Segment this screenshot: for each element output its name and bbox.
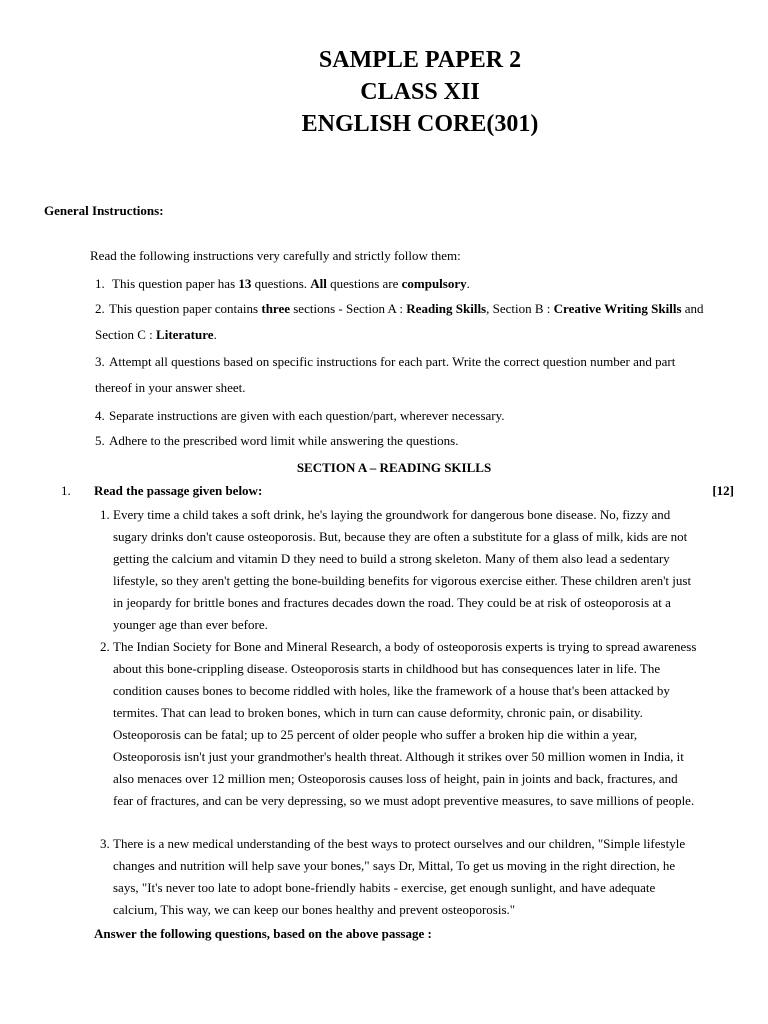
answer-prompt: Answer the following questions, based on the above passage : — [94, 926, 432, 941]
passage-paragraph-1: 1. Every time a child takes a soft drink, he's laying the groundwork for dangerous bone disease. No, fizzy and sugary drinks don't cause osteoporosis. But, because they are often a substitute for a glass of milk, kids are not getting the calcium and vitamin D they need to build a strong skeleton. Many of them also lead a sedentary lifestyle, so they aren't getting the bone-building benefits for vigorous exercise either. These children aren't just in jeopardy for brittle bones and fractures decades down the road. They could be at risk of osteoporosis at a younger age than ever before. — [100, 507, 692, 632]
instruction-item-1: 1. This question paper has 13 questions. All questions are compulsory. — [95, 276, 470, 291]
class-title: CLASS XII — [360, 79, 480, 105]
general-instructions-heading: General Instructions: — [44, 203, 164, 218]
passage-paragraph-3: 3. There is a new medical understanding of the best ways to protect ourselves and our children, "Simple lifestyle changes and nutrition will help save your bones," says Dr, Mittal, To get us moving in the right direction, he says, "It's never too late to adopt bone-friendly habits - exercise, get enough sunlight, and have adequate calcium, This way, we can keep our bones healthy and prevent osteoporosis." — [100, 836, 686, 917]
instruction-item-2: 2. This question paper contains three sections - Section A : Reading Skills, Section B : Creative Writing Skills and Section C : Literature. — [95, 301, 704, 342]
question-marks: [12] — [712, 483, 734, 498]
subject-title: ENGLISH CORE(301) — [301, 111, 539, 137]
instruction-item-4: 4. Separate instructions are given with each question/part, wherever necessary. — [95, 408, 505, 423]
paper-title: SAMPLE PAPER 2 — [318, 47, 522, 73]
instructions-intro: Read the following instructions very carefully and strictly follow them: — [90, 248, 461, 263]
section-a-heading: SECTION A – READING SKILLS — [296, 460, 492, 475]
question-title: Read the passage given below: — [94, 483, 263, 498]
instruction-item-3: 3. Attempt all questions based on specific instructions for each part. Write the correct question number and part thereof in your answer sheet. — [95, 354, 676, 395]
instruction-item-5: 5. Adhere to the prescribed word limit while answering the questions. — [95, 433, 459, 448]
passage-paragraph-2: 2. The Indian Society for Bone and Mineral Research, a body of osteoporosis experts is trying to spread awareness about this bone-crippling disease. Osteoporosis starts in childhood but has consequences later in life. The condition causes bones to become riddled with holes, like the framework of a house that's been attacked by termites. That can lead to broken bones, which in turn can cause deformity, chronic pain, or disability. Osteoporosis can be fatal; up to 25 percent of older people who suffer a broken hip die within a year, Osteoporosis isn't just your grandmother's health threat. Although it strikes over 50 million women in India, it also menaces over 12 million men; Osteoporosis causes loss of height, pain in joints and back, fractures, and fear of fractures, and can be very depressing, so we must adopt preventive measures, to save millions of people. — [100, 639, 697, 808]
question-number: 1. — [61, 483, 71, 498]
